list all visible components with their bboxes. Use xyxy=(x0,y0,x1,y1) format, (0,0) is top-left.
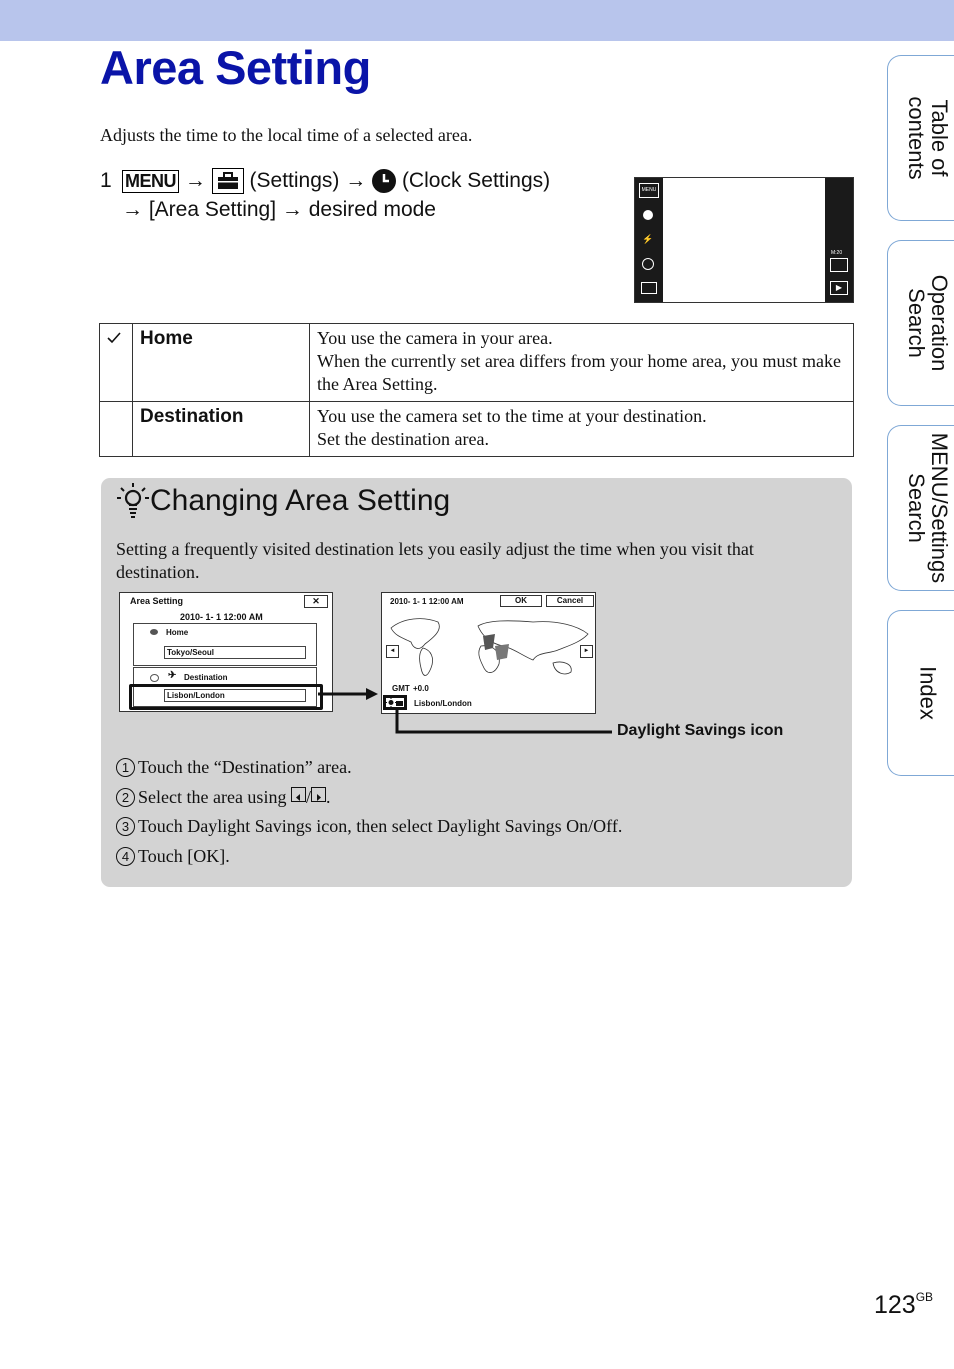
list-item xyxy=(116,816,622,846)
mode-description xyxy=(310,402,854,457)
right-arrow-button-icon xyxy=(311,787,326,802)
top-banner xyxy=(0,0,954,41)
daylight-savings-label: Daylight Savings icon xyxy=(617,722,784,739)
menu-icon: MENU xyxy=(639,183,659,198)
clock-settings-label: (Clock Settings) xyxy=(401,169,551,192)
area-setting-screen xyxy=(119,592,333,712)
home-city-field: Tokyo/Seoul xyxy=(164,646,306,659)
intro-text: Adjusts the time to the local time of a selected area. xyxy=(100,125,473,145)
sun-off-icon xyxy=(386,698,404,707)
map-datetime: 2010- 1- 1 12:00 AM xyxy=(390,597,464,606)
arrow-icon: → xyxy=(345,169,367,192)
image-size-icon xyxy=(641,282,657,294)
tab-operation-search[interactable] xyxy=(887,240,954,406)
playback-icon: ▶ xyxy=(830,281,848,295)
settings-label: (Settings) xyxy=(249,169,340,192)
page-number-value: 123 xyxy=(874,1291,916,1319)
modes-table xyxy=(99,323,854,457)
page-number-suffix: GB xyxy=(915,1290,934,1304)
clock-icon xyxy=(372,169,396,193)
step-line-1 xyxy=(122,166,550,195)
step-number: 1 xyxy=(100,169,112,192)
cancel-button[interactable]: Cancel xyxy=(546,595,594,607)
page-number xyxy=(874,1290,933,1320)
empty-check-cell xyxy=(100,402,133,457)
home-label: Home xyxy=(166,628,189,637)
step-number-badge: 3 xyxy=(116,817,135,836)
settings-toolbox-icon xyxy=(212,168,244,194)
step-text-end: . xyxy=(325,786,331,807)
map-left-button[interactable]: ◄ xyxy=(386,645,399,658)
mode-name: Home xyxy=(133,324,310,402)
tab-menu-settings-search[interactable] xyxy=(887,425,954,591)
gmt-offset: +0.0 xyxy=(413,684,429,693)
mode-size-text: M:20 xyxy=(831,250,843,256)
table-row xyxy=(100,402,854,457)
gmt-label: GMT xyxy=(392,684,410,693)
lightbulb-icon xyxy=(116,482,150,520)
arrow-icon: → xyxy=(184,169,206,192)
hint-title: Changing Area Setting xyxy=(150,484,451,517)
step-text: Touch Daylight Savings icon, then select Daylight Savings On/Off. xyxy=(138,816,623,836)
step-line-2: → [Area Setting] → desired mode xyxy=(122,198,436,221)
destination-radio-icon xyxy=(150,674,159,682)
flash-icon: ⚡ xyxy=(642,234,654,244)
step-text: Touch the “Destination” area. xyxy=(138,757,352,777)
list-item: 2 Select the area using / . xyxy=(116,787,622,817)
desc-line: Set the destination area. xyxy=(317,429,489,449)
daylight-leader-line xyxy=(394,710,616,736)
map-right-button[interactable]: ► xyxy=(580,645,593,658)
destination-label: Destination xyxy=(184,673,228,682)
tab-index[interactable] xyxy=(887,610,954,776)
smile-icon xyxy=(643,210,653,220)
home-radio-icon xyxy=(150,629,158,635)
step-number-badge: 4 xyxy=(116,847,135,866)
check-icon xyxy=(106,331,122,345)
tab-label: Index xyxy=(915,666,941,720)
close-button[interactable]: ✕ xyxy=(304,595,328,608)
screen-title: Area Setting xyxy=(130,596,184,606)
tab-table-of-contents[interactable] xyxy=(887,55,954,221)
page-title: Area Setting xyxy=(100,41,371,94)
desc-line: When the currently set area differs from your home area, you must make the Area Setting. xyxy=(317,351,841,394)
desc-line: You use the camera in your area. xyxy=(317,328,553,348)
mode-description xyxy=(310,324,854,402)
destination-city-field: Lisbon/London xyxy=(164,689,306,702)
hint-steps xyxy=(116,757,622,875)
airplane-icon: ✈ xyxy=(168,670,177,681)
daylight-savings-button[interactable] xyxy=(383,695,407,710)
hint-body: Setting a frequently visited destination lets you easily adjust the time when you visit that destination. xyxy=(116,539,754,582)
mode-name: Destination xyxy=(133,402,310,457)
step-number-badge: 2 xyxy=(116,788,135,807)
home-area[interactable] xyxy=(133,623,317,666)
self-timer-icon xyxy=(642,258,654,270)
destination-map-screen xyxy=(381,592,596,714)
camera-right-bar xyxy=(825,178,853,302)
default-check-cell xyxy=(100,324,133,402)
ok-button[interactable]: OK xyxy=(500,595,542,607)
tab-label: Operation Search xyxy=(904,274,952,372)
desc-line: You use the camera set to the time at your destination. xyxy=(317,406,707,426)
step-number-badge: 1 xyxy=(116,758,135,777)
camera-left-bar xyxy=(635,178,663,302)
tab-label: Table of contents xyxy=(904,96,952,180)
screen-datetime: 2010- 1- 1 12:00 AM xyxy=(180,612,263,622)
destination-highlight xyxy=(129,684,323,710)
world-map[interactable] xyxy=(383,608,594,683)
callout-arrow xyxy=(318,686,380,702)
camera-mode-icon xyxy=(830,258,848,272)
tab-label: MENU/Settings Search xyxy=(904,432,952,584)
map-city-label: Lisbon/London xyxy=(414,699,472,708)
step-text: Touch [OK]. xyxy=(138,845,230,866)
list-item xyxy=(116,846,622,876)
list-item xyxy=(116,757,622,787)
step-text: Select the area using xyxy=(138,786,291,807)
left-arrow-button-icon xyxy=(291,787,306,802)
camera-screen-preview xyxy=(634,177,854,303)
table-row xyxy=(100,324,854,402)
menu-button-icon: MENU xyxy=(122,170,179,193)
